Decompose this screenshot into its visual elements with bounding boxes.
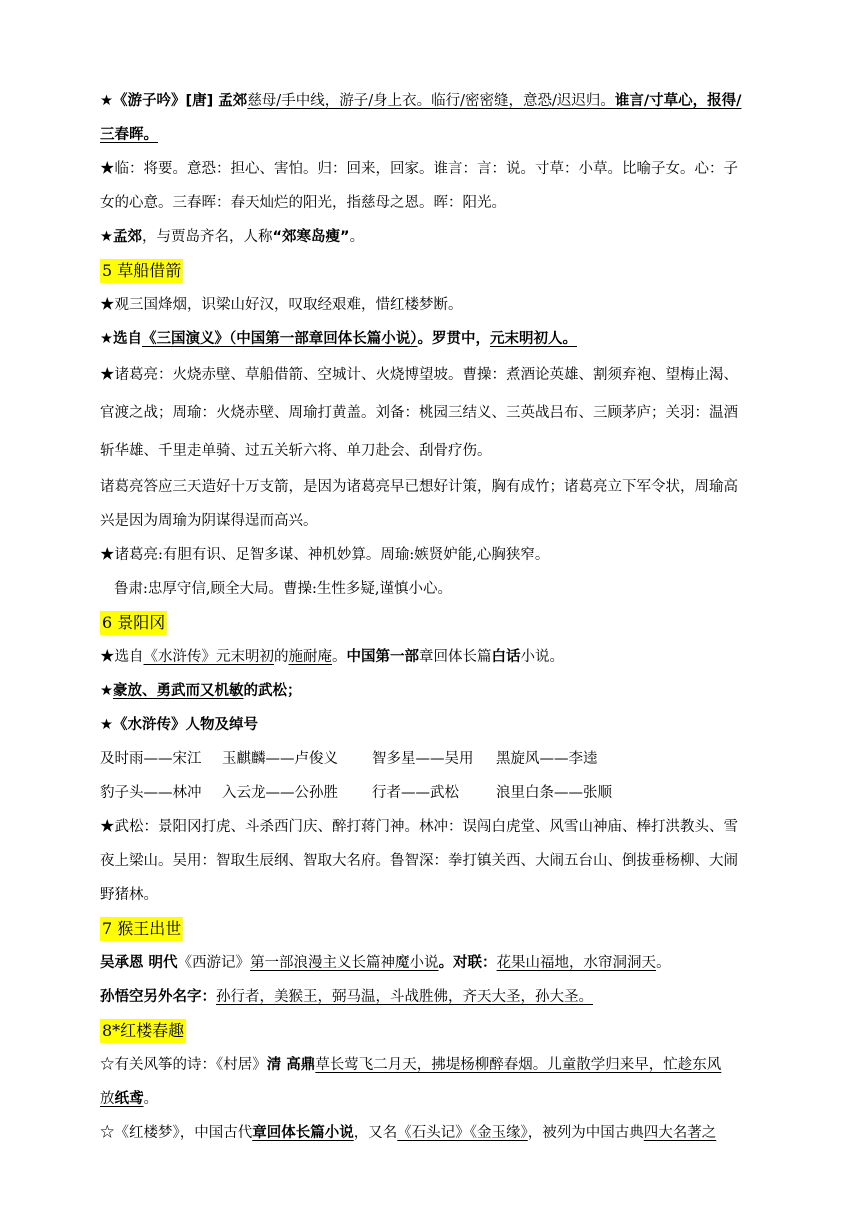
s8-l3d: 《石头记》《金玉缘》	[397, 1125, 528, 1141]
s6-line-2	[100, 674, 764, 708]
s6-l2b: 豪放、勇武而又机敏	[113, 683, 244, 699]
s5-l2b: 《三国演义》（中国第一部章回体长篇小说）	[142, 331, 418, 347]
s7-line-2	[100, 980, 764, 1014]
s6-l1j: 。	[549, 649, 564, 665]
poem-text-end: 三春晖。	[100, 127, 158, 143]
poem-notes-1: ★临：将要。意恐：担心、害怕。归：回来，回家。谁言：言：说。寸草：小草。比喻子女。心：子	[100, 161, 738, 177]
poem-text-bold: 谁言/寸草心，报得/	[614, 93, 742, 109]
s6-l1i: 小说	[520, 649, 550, 665]
heading-8-text: 8*红楼春趣	[100, 1019, 186, 1043]
nickname-item: 黑旋风——李逵	[496, 751, 598, 767]
poem-line-1	[100, 84, 764, 118]
nickname-item: 行者——武松	[372, 785, 459, 801]
s6-l1g: 章回体长篇	[419, 649, 492, 665]
section-heading-8	[100, 1014, 764, 1048]
s8-line-2	[100, 1082, 764, 1116]
s7-l1b: 《西游记》	[177, 955, 251, 971]
s5-line-1: ★观三国烽烟，识梁山好汉，叹取经艰难，惜红楼梦断。	[100, 297, 463, 313]
s6-line-1	[100, 640, 764, 674]
s7-l2b: 孙行者，美猴王，弼马温，斗战胜佛，齐天大圣，孙大圣。	[216, 989, 593, 1005]
document-page	[100, 84, 764, 1150]
s6-line-5: 夜上梁山。吴用：智取生辰纲、智取大名府。鲁智深：拳打镇关西、大闹五台山、倒拔垂杨柳、大闹	[100, 853, 738, 869]
author-desc: ，与贾岛齐名，人称	[142, 229, 273, 245]
nickname-item: 入云龙——公孙胜	[222, 785, 338, 801]
s6-l2c: 的武松；	[243, 683, 302, 699]
s5-line-9: 鲁肃:忠厚守信,顾全大局。曹操:生性多疑,谨慎小心。	[114, 581, 452, 597]
s6-line-6: 野猪林。	[100, 887, 158, 903]
s8-l3e: ，被列为中国古典	[527, 1125, 644, 1141]
s5-l2d: 元末明初人。	[490, 331, 577, 347]
nickname-item: 豹子头——林冲	[100, 785, 202, 801]
section-heading-5	[100, 254, 764, 288]
s5-line-4: 官渡之战；周瑜：火烧赤壁、周瑜打黄盖。刘备：桃园三结义、三英战吕布、三顾茅庐；关羽：温酒	[100, 405, 738, 421]
s5-l2c: 。罗贯中，	[417, 331, 490, 347]
nickname-item: 浪里白条——张顺	[496, 785, 612, 801]
s6-line-3: ★《水浒传》人物及绰号	[100, 717, 258, 733]
s7-l1d: 。对联：	[438, 955, 497, 971]
s8-line-3	[100, 1116, 764, 1150]
s5-line-6: 诸葛亮答应三天造好十万支箭，是因为诸葛亮早已想好计策，胸有成竹；诸葛亮立下军令状，周瑜高	[100, 479, 738, 495]
s6-l1d: 施耐庵	[288, 649, 332, 665]
s6-l1f: 中国第一部	[346, 649, 419, 665]
s5-l2a: ★选自	[100, 331, 142, 347]
s5-line-3: ★诸葛亮：火烧赤壁、草船借箭、空城计、火烧博望坡。曹操：煮酒论英雄、割须弃袍、望梅止渴、	[100, 367, 738, 383]
s6-l1a: ★选自	[100, 649, 144, 665]
section-heading-7	[100, 912, 764, 946]
s8-l2c: 。	[143, 1091, 158, 1107]
s5-line-7: 兴是因为周瑜为阴谋得逞而高兴。	[100, 513, 318, 529]
s8-l3f: 四大名著之	[643, 1125, 717, 1141]
s6-line-4: ★武松：景阳冈打虎、斗杀西门庆、醉打蒋门神。林冲：误闯白虎堂、风雪山神庙、棒打洪教头、雪	[100, 819, 738, 835]
s8-l2a: 放	[100, 1091, 115, 1107]
s8-l1a: ☆有关风筝的诗：《村居》	[100, 1057, 267, 1073]
heading-6-text: 6 景阳冈	[100, 611, 167, 635]
s6-l1c: 的	[274, 649, 289, 665]
poem-text: 慈母/手中线，游子/身上衣。临行/密密缝，意恐/迟迟归。	[247, 93, 615, 109]
s7-l1e: 花果山福地，水帘洞洞天	[496, 955, 657, 971]
poem-title: ★《游子吟》[唐] 孟郊	[100, 93, 248, 109]
s6-l1h: 白话	[491, 649, 521, 665]
nickname-row-2	[100, 776, 764, 810]
nickname-item: 智多星——吴用	[372, 751, 474, 767]
author-epithet: “郊寒岛瘦”	[272, 229, 350, 245]
s7-l1a: 吴承恩 明代	[100, 955, 178, 971]
nickname-item: 及时雨——宋江	[100, 751, 202, 767]
s8-l1b: 清 高鼎	[266, 1057, 316, 1073]
s8-l3c: ，又名	[353, 1125, 398, 1141]
heading-7-text: 7 猴王出世	[100, 917, 183, 941]
author-end: 。	[349, 229, 365, 245]
s5-line-8: ★诸葛亮:有胆有识、足智多谋、神机妙算。周瑜:嫉贤妒能,心胸狭窄。	[100, 547, 550, 563]
s7-l2a: 孙悟空另外名字：	[100, 989, 216, 1005]
section-heading-6	[100, 606, 764, 640]
s7-l1f: 。	[656, 955, 671, 971]
author-name: ★孟郊	[100, 229, 142, 245]
s8-l2b: 纸鸢	[114, 1091, 144, 1107]
s8-line-1	[100, 1048, 764, 1082]
s8-l3b: 章回体长篇小说	[252, 1125, 354, 1141]
nickname-item: 玉麒麟——卢俊义	[222, 751, 338, 767]
poem-author-line	[100, 220, 764, 254]
s7-l1c: 第一部浪漫主义长篇神魔小说	[250, 955, 439, 971]
s5-line-2	[100, 322, 764, 356]
heading-5-text: 5 草船借箭	[100, 259, 183, 283]
s5-line-5: 斩华雄、千里走单骑、过五关斩六将、单刀赴会、刮骨疗伤。	[100, 443, 492, 459]
s6-l2a: ★	[100, 683, 113, 699]
s8-l1c: 草长莺飞二月天，拂堤杨柳醉春烟。儿童散学归来早，忙趁东风	[315, 1057, 722, 1073]
s7-line-1	[100, 946, 764, 980]
poem-notes-2: 女的心意。三春晖：春天灿烂的阳光，指慈母之恩。晖：阳光。	[100, 195, 506, 211]
s8-l3a: ☆《红楼梦》，中国古代	[100, 1125, 253, 1141]
poem-line-2	[100, 118, 764, 152]
nickname-row-1	[100, 742, 764, 776]
s6-l1e: 。	[332, 649, 347, 665]
s6-l1b: 《水浒传》元末明初	[143, 649, 274, 665]
